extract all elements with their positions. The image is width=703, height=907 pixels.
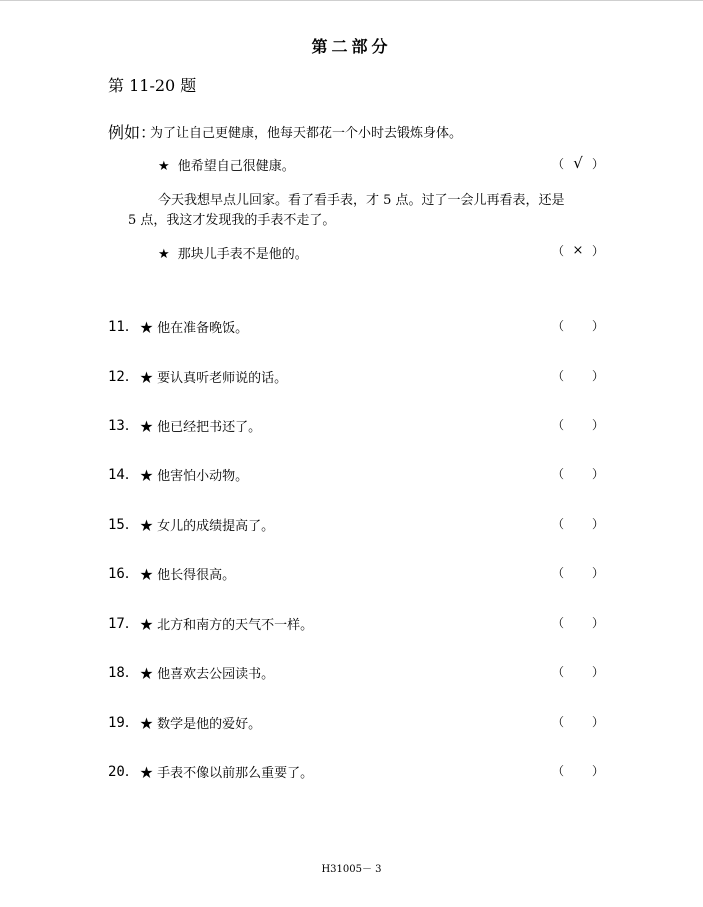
paren-open: （ bbox=[552, 764, 565, 778]
answer-box[interactable] bbox=[552, 564, 604, 581]
answer-box[interactable] bbox=[552, 465, 604, 482]
top-border-line bbox=[0, 0, 703, 1]
paren-close: ） bbox=[591, 467, 604, 481]
answer-box[interactable] bbox=[552, 713, 604, 730]
answer-box[interactable] bbox=[552, 367, 604, 384]
paren-open: （ bbox=[552, 244, 565, 258]
paren-close: ） bbox=[591, 566, 604, 580]
star-icon: ★ bbox=[140, 519, 154, 534]
question-number: 13． bbox=[108, 418, 139, 434]
example-paragraph-line-1: 今天我想早点儿回家。看了看手表，才 5 点。过了一会儿再看表，还是 bbox=[158, 193, 565, 208]
example-answer-1-box bbox=[552, 154, 604, 172]
paren-open: （ bbox=[552, 369, 565, 383]
question-statement bbox=[140, 564, 235, 583]
cross-mark-icon: × bbox=[572, 243, 584, 258]
question-statement bbox=[140, 762, 313, 781]
example-statement-1 bbox=[158, 155, 295, 174]
star-icon: ★ bbox=[140, 766, 154, 781]
question-statement bbox=[140, 614, 313, 633]
paren-close: ） bbox=[591, 517, 604, 531]
paren-open: （ bbox=[552, 566, 565, 580]
question-text: 北方和南方的天气不一样。 bbox=[157, 618, 314, 633]
example-label: 例如： bbox=[108, 123, 157, 142]
example-text: 为了让自己更健康，他每天都花一个小时去锻炼身体。 bbox=[150, 126, 463, 141]
paren-open: （ bbox=[552, 517, 565, 531]
answer-box[interactable] bbox=[552, 317, 604, 334]
question-number: 18． bbox=[108, 665, 139, 681]
question-range: 第 11-20 题 bbox=[108, 76, 197, 95]
paren-close: ） bbox=[591, 715, 604, 729]
answer-box[interactable] bbox=[552, 614, 604, 631]
question-text: 要认真听老师说的话。 bbox=[157, 371, 288, 386]
question-number: 11． bbox=[108, 319, 139, 335]
question-statement bbox=[140, 713, 261, 732]
check-mark-icon: √ bbox=[573, 154, 583, 172]
paren-open: （ bbox=[552, 418, 565, 432]
star-icon: ★ bbox=[140, 420, 154, 435]
star-icon: ★ bbox=[140, 717, 154, 732]
question-text: 他在准备晚饭。 bbox=[157, 321, 249, 336]
answer-box[interactable] bbox=[552, 663, 604, 680]
star-icon: ★ bbox=[140, 469, 154, 484]
question-text: 女儿的成绩提高了。 bbox=[157, 519, 275, 534]
example-answer-2-box bbox=[552, 242, 604, 259]
example-statement-2-text: 那块儿手表不是他的。 bbox=[177, 247, 308, 262]
star-icon: ★ bbox=[140, 618, 154, 633]
question-number: 19． bbox=[108, 715, 139, 731]
question-text: 他已经把书还了。 bbox=[157, 420, 262, 435]
question-statement bbox=[140, 465, 248, 484]
example-paragraph bbox=[128, 191, 608, 231]
star-icon: ★ bbox=[140, 667, 154, 682]
question-statement bbox=[140, 416, 261, 435]
answer-box[interactable] bbox=[552, 515, 604, 532]
question-text: 他喜欢去公园读书。 bbox=[157, 667, 275, 682]
paren-close: ） bbox=[591, 369, 604, 383]
paren-open: （ bbox=[552, 616, 565, 630]
paren-close: ） bbox=[591, 665, 604, 679]
question-statement bbox=[140, 663, 274, 682]
question-text: 手表不像以前那么重要了。 bbox=[157, 766, 314, 781]
example-statement-1-text: 他希望自己很健康。 bbox=[177, 159, 295, 174]
paren-open: （ bbox=[552, 715, 565, 729]
question-number: 12． bbox=[108, 369, 139, 385]
question-number: 16． bbox=[108, 566, 139, 582]
star-icon: ★ bbox=[140, 568, 154, 583]
question-text: 他害怕小动物。 bbox=[157, 469, 249, 484]
question-number: 17． bbox=[108, 616, 139, 632]
question-statement bbox=[140, 317, 248, 336]
question-number: 14． bbox=[108, 467, 139, 483]
question-statement bbox=[140, 367, 287, 386]
star-icon: ★ bbox=[140, 371, 154, 386]
example-paragraph-line-2: 5 点，我这才发现我的手表不走了。 bbox=[128, 213, 336, 228]
page-title: 第二部分 bbox=[311, 37, 392, 56]
paren-open: （ bbox=[552, 665, 565, 679]
paren-close: ） bbox=[591, 764, 604, 778]
question-statement bbox=[140, 515, 274, 534]
star-icon: ★ bbox=[158, 159, 170, 174]
question-number: 15． bbox=[108, 517, 139, 533]
paren-close: ） bbox=[591, 418, 604, 432]
paren-close: ） bbox=[591, 156, 604, 171]
answer-box[interactable] bbox=[552, 762, 604, 779]
answer-box[interactable] bbox=[552, 416, 604, 433]
question-text: 数学是他的爱好。 bbox=[157, 717, 262, 732]
paren-close: ） bbox=[591, 244, 604, 258]
example-statement-2 bbox=[158, 243, 308, 262]
paren-close: ） bbox=[591, 319, 604, 333]
question-number: 20． bbox=[108, 764, 139, 780]
paren-close: ） bbox=[591, 616, 604, 630]
paren-open: （ bbox=[552, 156, 565, 171]
question-text: 他长得很高。 bbox=[157, 568, 236, 583]
paren-open: （ bbox=[552, 319, 565, 333]
star-icon: ★ bbox=[158, 247, 170, 262]
star-icon: ★ bbox=[140, 321, 154, 336]
paren-open: （ bbox=[552, 467, 565, 481]
page-footer: H31005－ 3 bbox=[321, 864, 382, 875]
